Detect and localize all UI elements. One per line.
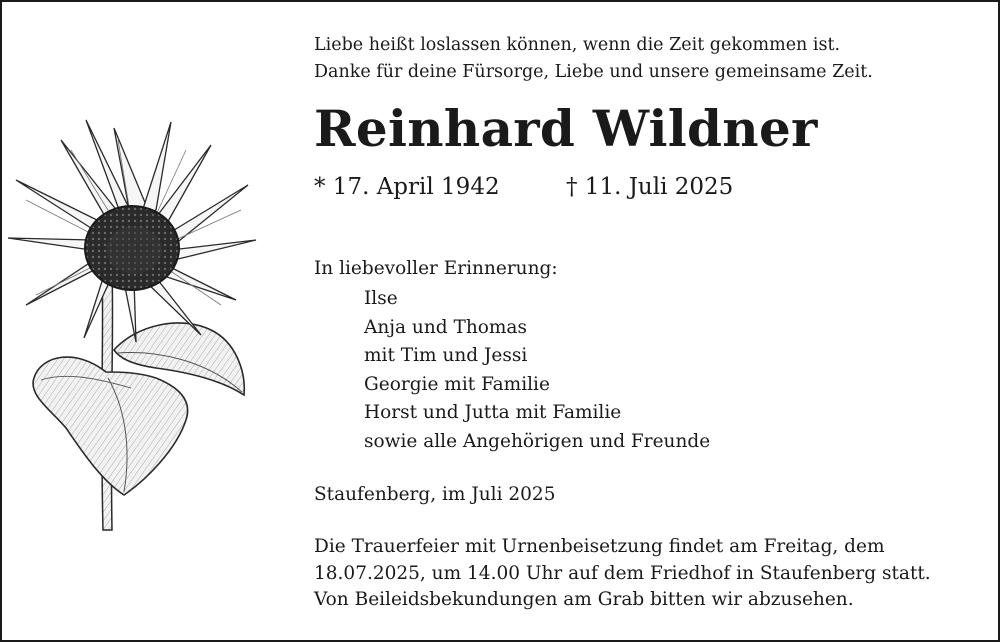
funeral-notice-line-2: 18.07.2025, um 14.00 Uhr auf dem Friedhof in Staufenberg statt. [314,562,931,584]
motto-line-1: Liebe heißt loslassen können, wenn die Zeit gekommen ist. [314,35,841,55]
mourners-list [364,285,710,457]
place-and-date: Staufenberg, im Juli 2025 [314,484,556,505]
motto-line-2: Danke für deine Fürsorge, Liebe und unsere gemeinsame Zeit. [314,62,873,82]
funeral-notice-line-3: Von Beileidsbekundungen am Grab bitten wir abzusehen. [314,589,854,610]
mourners-intro: In liebevoller Erinnerung: [314,258,558,279]
mourner-name: Anja und Thomas [364,316,527,338]
mourner-name: mit Tim und Jessi [364,345,528,367]
sunflower-illustration [6,110,260,538]
mourner-name: Horst und Jutta mit Familie [364,402,622,424]
motto [314,32,873,86]
life-dates [314,170,734,204]
deceased-name: Reinhard Wildner [314,99,818,158]
birth-date: * 17. April 1942 [314,174,500,200]
mourner-name: Georgie mit Familie [364,373,550,395]
mourner-name: Ilse [364,288,398,309]
funeral-notice-line-1: Die Trauerfeier mit Urnenbeisetzung findet am Freitag, dem [314,536,885,557]
funeral-notice [314,534,931,614]
mourner-name: sowie alle Angehörigen und Freunde [364,430,711,452]
death-date: † 11. Juli 2025 [566,174,734,200]
